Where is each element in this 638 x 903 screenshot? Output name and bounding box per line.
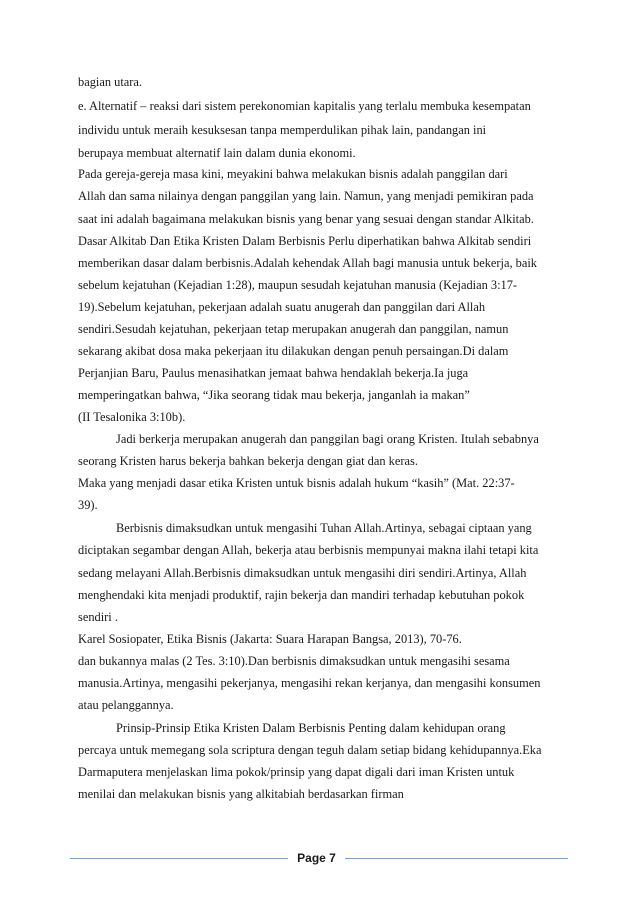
text-line: Perjanjian Baru, Paulus menasihatkan jemaat bahwa hendaklah bekerja.Ia juga xyxy=(78,366,469,380)
text-line: e. Alternatif – reaksi dari sistem perekonomian kapitalis yang terlalu membuka kesempatan xyxy=(78,99,531,113)
text-line: manusia.Artinya, mengasihi pekerjanya, mengasihi rekan kerjanya, dan mengasihi konsumen xyxy=(78,676,541,690)
text-line: Dasar Alkitab Dan Etika Kristen Dalam Berbisnis Perlu diperhatikan bahwa Alkitab sendiri xyxy=(78,234,532,248)
text-line: menilai dan melakukan bisnis yang alkitabiah berdasarkan firman xyxy=(78,787,404,801)
text-line: memberikan dasar dalam berbisnis.Adalah kehendak Allah bagi manusia untuk bekerja, baik xyxy=(78,256,537,270)
text-line: sekarang akibat dosa maka pekerjaan itu dilakukan dengan penuh persaingan.Di dalam xyxy=(78,344,509,358)
text-line: seorang Kristen harus bekerja bahkan bekerja dengan giat dan keras. xyxy=(78,454,418,468)
text-line: bagian utara. xyxy=(78,75,142,89)
text-line: saat ini adalah bagaimana melakukan bisnis yang benar yang sesuai dengan standar Alkitab. xyxy=(78,212,534,226)
text-line: Maka yang menjadi dasar etika Kristen untuk bisnis adalah hukum “kasih” (Mat. 22:37- xyxy=(78,476,515,490)
text-line: Prinsip-Prinsip Etika Kristen Dalam Berbisnis Penting dalam kehidupan orang xyxy=(116,721,506,735)
text-line: 19).Sebelum kejatuhan, pekerjaan adalah suatu anugerah dan panggilan dari Allah xyxy=(78,300,486,314)
footer-rule-left xyxy=(70,858,288,859)
text-line: Pada gereja-gereja masa kini, meyakini bahwa melakukan bisnis adalah panggilan dari xyxy=(78,167,508,181)
text-line: menghendaki kita menjadi produktif, rajin bekerja dan mandiri terhadap kebutuhan pokok xyxy=(78,588,525,602)
text-line: sebelum kejatuhan (Kejadian 1:28), maupun sesudah kejatuhan manusia (Kejadian 3:17- xyxy=(78,278,518,292)
text-line: (II Tesalonika 3:10b). xyxy=(78,410,186,424)
text-line: atau pelanggannya. xyxy=(78,698,174,712)
text-line: individu untuk meraih kesuksesan tanpa memperdulikan pihak lain, pandangan ini xyxy=(78,123,487,137)
page-number: Page 7 xyxy=(297,851,336,865)
footer-rule-right xyxy=(345,858,568,859)
text-line: Berbisnis dimaksudkan untuk mengasihi Tuhan Allah.Artinya, sebagai ciptaan yang xyxy=(116,521,532,535)
text-line: sendiri . xyxy=(78,610,118,624)
text-line: Allah dan sama nilainya dengan panggilan yang lain. Namun, yang menjadi pemikiran pada xyxy=(78,189,534,203)
text-line: diciptakan segambar dengan Allah, bekerja atau berbisnis mempunyai makna ilahi tetapi kita xyxy=(78,543,539,557)
text-line: sedang melayani Allah.Berbisnis dimaksudkan untuk mengasihi diri sendiri.Artinya, Allah xyxy=(78,566,527,580)
text-line: sendiri.Sesudah kejatuhan, pekerjaan tetap merupakan anugerah dan panggilan, namun xyxy=(78,322,509,336)
text-line: percaya untuk memegang sola scriptura dengan teguh dalam setiap bidang kehidupannya.Eka xyxy=(78,743,542,757)
text-line: 39). xyxy=(78,498,98,512)
text-line: berupaya membuat alternatif lain dalam dunia ekonomi. xyxy=(78,146,356,160)
footnote-line: Karel Sosiopater, Etika Bisnis (Jakarta: Suara Harapan Bangsa, 2013), 70-76. xyxy=(78,632,462,646)
text-line: Jadi berkerja merupakan anugerah dan panggilan bagi orang Kristen. Itulah sebabnya xyxy=(116,432,539,446)
text-line: Darmaputera menjelaskan lima pokok/prinsip yang dapat digali dari iman Kristen untuk xyxy=(78,765,515,779)
text-line: dan bukannya malas (2 Tes. 3:10).Dan berbisnis dimaksudkan untuk mengasihi sesama xyxy=(78,654,510,668)
text-line: memperingatkan bahwa, “Jika seorang tidak mau bekerja, janganlah ia makan” xyxy=(78,388,470,402)
